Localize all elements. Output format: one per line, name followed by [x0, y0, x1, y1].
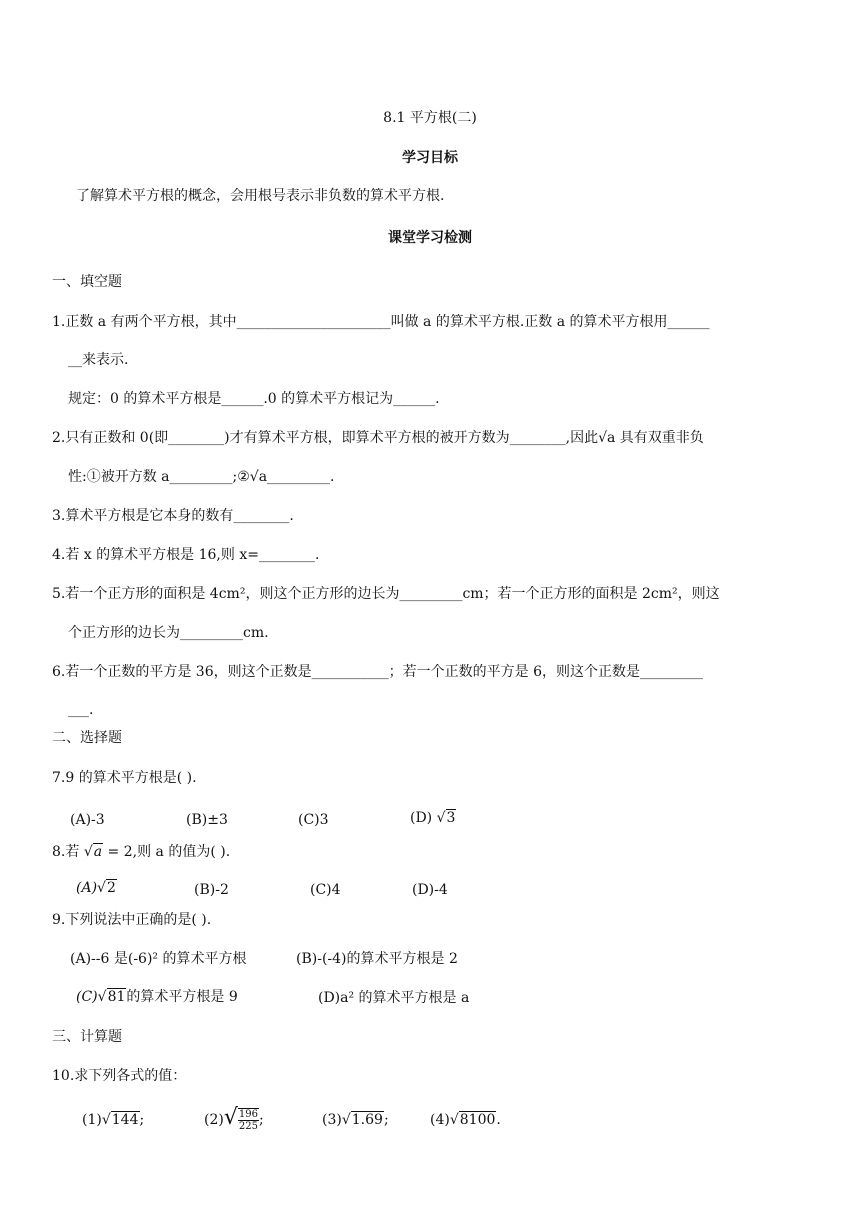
q8-stem-tail: = 2,则 a 的值为( ). — [103, 844, 231, 860]
q10-part3-radicand: 1.69 — [351, 1112, 383, 1128]
q9-option-c-label: (C) — [76, 989, 98, 1005]
q10-part4-label: (4) — [430, 1112, 450, 1128]
q10-part2 — [204, 1104, 264, 1134]
q10-part3-tail: ; — [383, 1112, 389, 1128]
q8-option-d: (D)-4 — [412, 882, 448, 898]
q10-part2-label: (2) — [204, 1112, 224, 1128]
sqrt-symbol: √8100 — [449, 1112, 496, 1128]
q8-option-b: (B)-2 — [194, 882, 229, 898]
q9-option-d: (D)a² 的算术平方根是 a — [318, 990, 470, 1006]
q10-part2-tail: ; — [258, 1112, 264, 1128]
q8-stem — [52, 842, 230, 862]
q10-part1-tail: ; — [139, 1112, 145, 1128]
q7-stem: 7.9 的算术平方根是( ). — [52, 770, 197, 786]
q9-option-a: (A)--6 是(-6)² 的算术平方根 — [70, 951, 247, 967]
q7-option-c: (C)3 — [298, 812, 329, 828]
q9-option-c — [76, 987, 238, 1007]
q7-option-d — [410, 808, 456, 828]
q8-option-a-radicand: 2 — [106, 880, 116, 896]
q10-part4 — [430, 1110, 501, 1130]
q10-part1-radicand: 144 — [111, 1112, 139, 1128]
q5-line2: 个正方形的边长为_________cm. — [68, 625, 269, 641]
q10-part3-label: (3) — [322, 1112, 342, 1128]
q8-option-a-label: (A) — [76, 880, 98, 896]
q10-part1-label: (1) — [82, 1112, 102, 1128]
sqrt-symbol: √144 — [101, 1112, 139, 1128]
q9-option-c-tail: 的算术平方根是 9 — [126, 989, 238, 1005]
q9-option-c-radicand: 81 — [107, 989, 126, 1005]
q9-option-b: (B)-(-4)的算术平方根是 2 — [296, 951, 458, 967]
sqrt-symbol: √2 — [97, 880, 116, 896]
q1-line1: 1.正数 a 有两个平方根，其中______________________叫做 a 的算术平方根.正数 a 的算术平方根用______ — [52, 314, 710, 330]
q10-part4-tail: . — [496, 1112, 501, 1128]
sqrt-symbol: √81 — [97, 989, 126, 1005]
q10-part4-radicand: 8100 — [459, 1112, 496, 1128]
q3: 3.算术平方根是它本身的数有________. — [52, 508, 294, 524]
objectives-heading: 学习目标 — [402, 150, 458, 166]
q7-option-a: (A)-3 — [70, 812, 105, 828]
q2-line2: 性:①被开方数 a_________;②√a_________. — [68, 469, 335, 485]
q8-stem-prefix: 8.若 — [52, 844, 80, 860]
q2-line1: 2.只有正数和 0(即________)才有算术平方根，即算术平方根的被开方数为________,因此√a 具有双重非负 — [52, 430, 704, 446]
q1-line2: __来表示. — [68, 352, 129, 368]
q10-stem: 10.求下列各式的值： — [52, 1068, 187, 1084]
q6-line1: 6.若一个正数的平方是 36，则这个正数是___________；若一个正数的平方是 6，则这个正数是_________ — [52, 664, 703, 680]
q10-part1 — [82, 1110, 144, 1130]
q7-option-b: (B)±3 — [186, 812, 228, 828]
q9-stem: 9.下列说法中正确的是( ). — [52, 912, 212, 928]
sqrt-symbol: √3 — [436, 810, 456, 826]
q10-part3 — [322, 1110, 389, 1130]
q10-part2-denominator: 225 — [238, 1121, 258, 1132]
q8-stem-radicand: a — [93, 844, 103, 860]
sqrt-symbol: √ — [223, 1105, 238, 1130]
q1-line3: 规定：0 的算术平方根是______.0 的算术平方根记为______. — [68, 391, 440, 407]
check-heading: 课堂学习检测 — [388, 230, 472, 246]
section-choice-heading: 二、选择题 — [52, 730, 122, 746]
q6-line2: ___. — [68, 702, 94, 718]
page-title: 8.1 平方根(二) — [383, 110, 477, 126]
q5-line1: 5.若一个正方形的面积是 4cm²，则这个正方形的边长为_________cm；若一个正方形的面积是 2cm²，则这 — [52, 586, 720, 602]
section-fill-heading: 一、填空题 — [52, 274, 122, 290]
q8-option-a — [76, 878, 117, 898]
objective-text: 了解算术平方根的概念，会用根号表示非负数的算术平方根. — [76, 188, 445, 204]
sqrt-symbol: √1.69 — [341, 1112, 383, 1128]
q7-option-d-radicand: 3 — [446, 810, 456, 826]
q8-option-c: (C)4 — [310, 882, 341, 898]
q10-part2-numerator: 196 — [238, 1109, 258, 1120]
q4: 4.若 x 的算术平方根是 16,则 x=________. — [52, 547, 320, 563]
sqrt-symbol: √a — [83, 844, 103, 860]
q10-part2-fraction — [238, 1108, 259, 1132]
q7-option-d-label: (D) — [410, 810, 433, 826]
section-calc-heading: 三、计算题 — [52, 1029, 122, 1045]
